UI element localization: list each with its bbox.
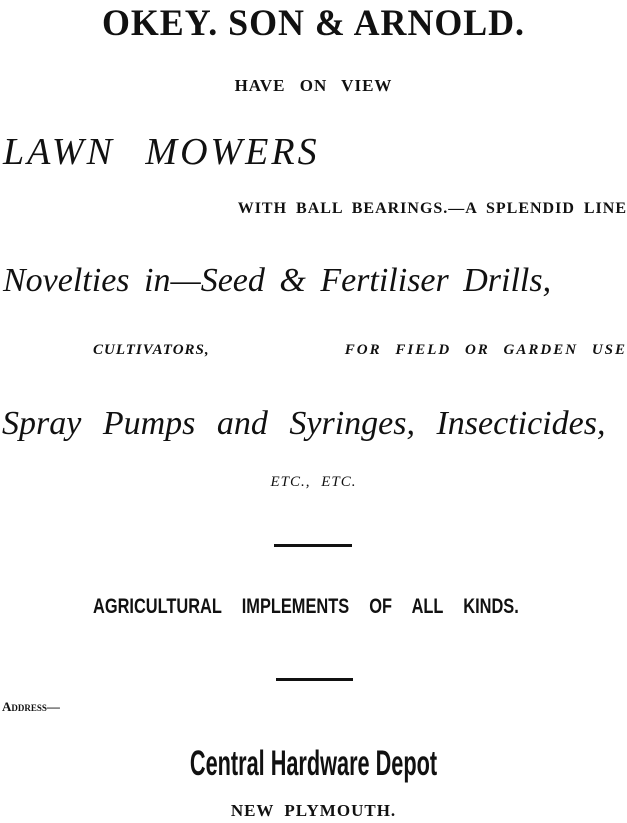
intro-text: HAVE ON VIEW [234,76,393,95]
lawn-mowers-detail: WITH BALL BEARINGS.—A SPLENDID LINE [237,200,627,217]
divider-rule-top [274,544,352,547]
field-garden-text: FOR FIELD OR GARDEN USE [344,342,627,358]
novelties-heading: Novelties in—Seed & Fertiliser Drills, [3,262,552,299]
address-label: Address— [2,699,60,714]
depot-name: Central Hardware Depot [189,744,438,783]
lawn-mowers-heading: LAWN MOWERS [3,131,320,173]
etc-text: ETC., ETC. [270,474,357,490]
spray-pumps-heading: Spray Pumps and Syringes, Insecticides, [2,405,606,442]
town-name: NEW PLYMOUTH. [230,801,397,820]
implements-text: AGRICULTURAL IMPLEMENTS OF ALL KINDS. [93,595,519,618]
firm-name: OKEY. SON & ARNOLD. [102,3,525,44]
divider-rule-bottom [276,678,353,681]
cultivators-text: CULTIVATORS, [93,342,210,358]
